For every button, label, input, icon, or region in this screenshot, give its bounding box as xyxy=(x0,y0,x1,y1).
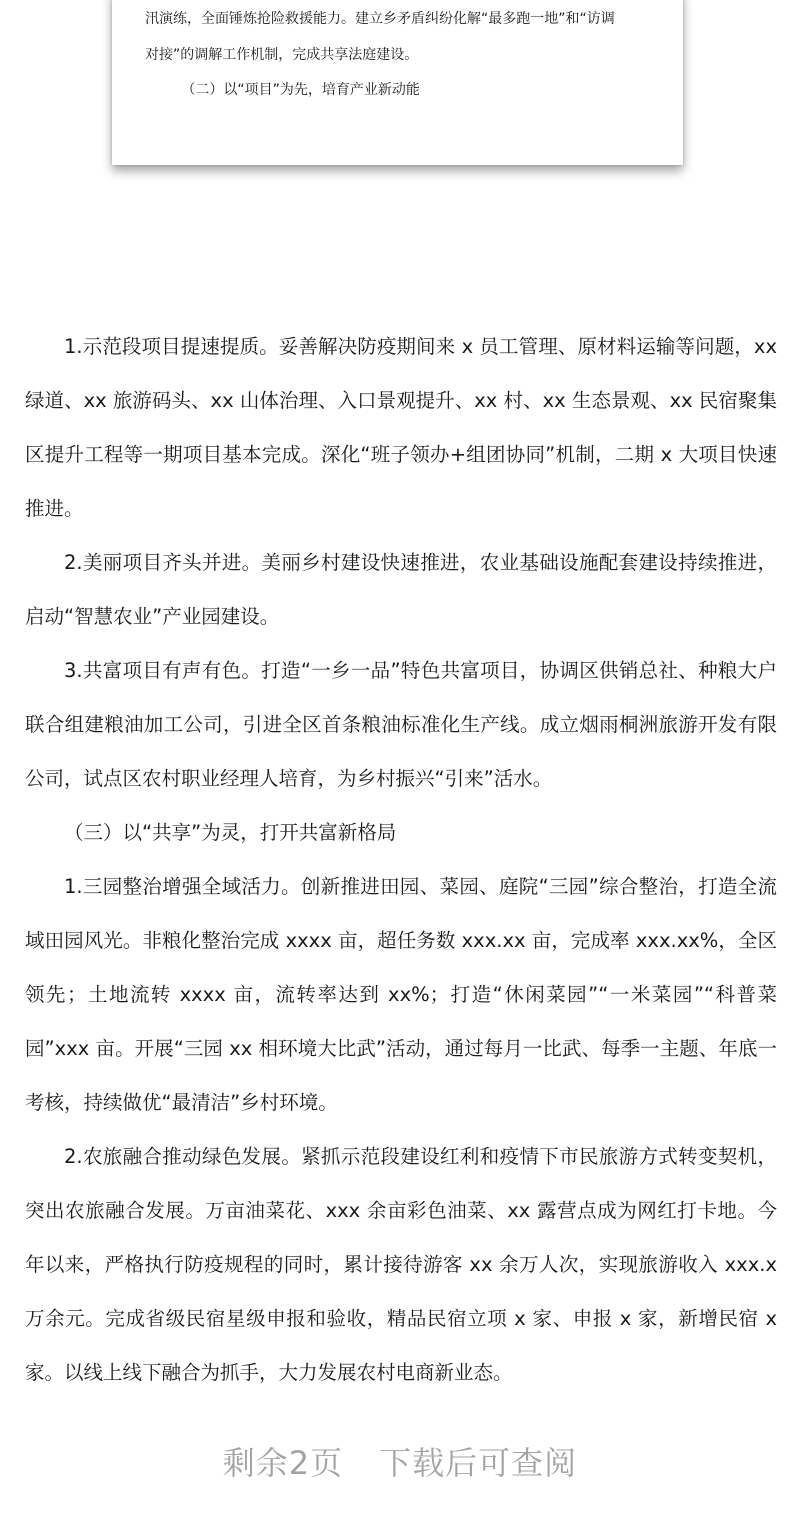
download-hint-label: 下载后可查阅 xyxy=(379,1444,578,1482)
preview-line: 汛演练，全面锤炼抢险救援能力。建立乡矛盾纠纷化解“最多跑一地”和“访调 xyxy=(145,11,615,27)
paragraph: 2.美丽项目齐头并进。美丽乡村建设快速推进，农业基础设施配套建设持续推进，启动“智慧农业”产业园建设。 xyxy=(25,551,777,628)
preview-line: 对接”的调解工作机制，完成共享法庭建设。 xyxy=(145,46,419,63)
remaining-pages-label: 剩余2页 xyxy=(222,1444,344,1482)
preview-page-card xyxy=(112,0,683,165)
paragraph: 1.示范段项目提速提质。妥善解决防疫期间来 x 员工管理、原材料运输等问题，xx 绿道、xx 旅游码头、xx 山体治理、入口景观提升、xx 村、xx 生态景观、xx 民宿聚集区提升工程等一期项目基本完成。深化“班子领办+组团协同”机制，二期 x 大项目快速推进。 xyxy=(25,335,777,520)
paragraph: 2.农旅融合推动绿色发展。紧抓示范段建设红利和疫情下市民旅游方式转变契机，突出农旅融合发展。万亩油菜花、xxx 余亩彩色油菜、xx 露营点成为网红打卡地。今年以来，严格执行防疫规程的同时，累计接待游客 xx 余万人次，实现旅游收入 xxx.x 万余元。完成省级民宿星级申报和验收，精品民宿立项 x 家、申报 x 家，新增民宿 x 家。以线上线下融合为抓手，大力发展农村电商新业态。 xyxy=(25,1145,777,1384)
preview-page-text xyxy=(145,2,655,109)
download-to-read-more-link[interactable] xyxy=(0,1438,800,1484)
document-body xyxy=(25,320,777,1400)
section-heading: （三）以“共享”为灵，打开共富新格局 xyxy=(64,821,397,844)
paragraph: 1.三园整治增强全域活力。创新推进田园、菜园、庭院“三园”综合整治，打造全流域田园风光。非粮化整治完成 xxxx 亩，超任务数 xxx.xx 亩，完成率 xxx.xx%，全区领先；土地流转 xxxx 亩，流转率达到 xx%；打造“休闲菜园”“一米菜园”“科普菜园”xxx 亩。开展“三园 xx 相环境大比武”活动，通过每月一比武、每季一主题、年底一考核，持续做优“最清洁”乡村环境。 xyxy=(25,875,777,1114)
preview-section-heading: （二）以“项目”为先，培育产业新动能 xyxy=(181,82,420,98)
paragraph: 3.共富项目有声有色。打造“一乡一品”特色共富项目，协调区供销总社、种粮大户联合组建粮油加工公司，引进全区首条粮油标准化生产线。成立烟雨桐洲旅游开发有限公司，试点区农村职业经理人培育，为乡村振兴“引来”活水。 xyxy=(25,659,777,790)
